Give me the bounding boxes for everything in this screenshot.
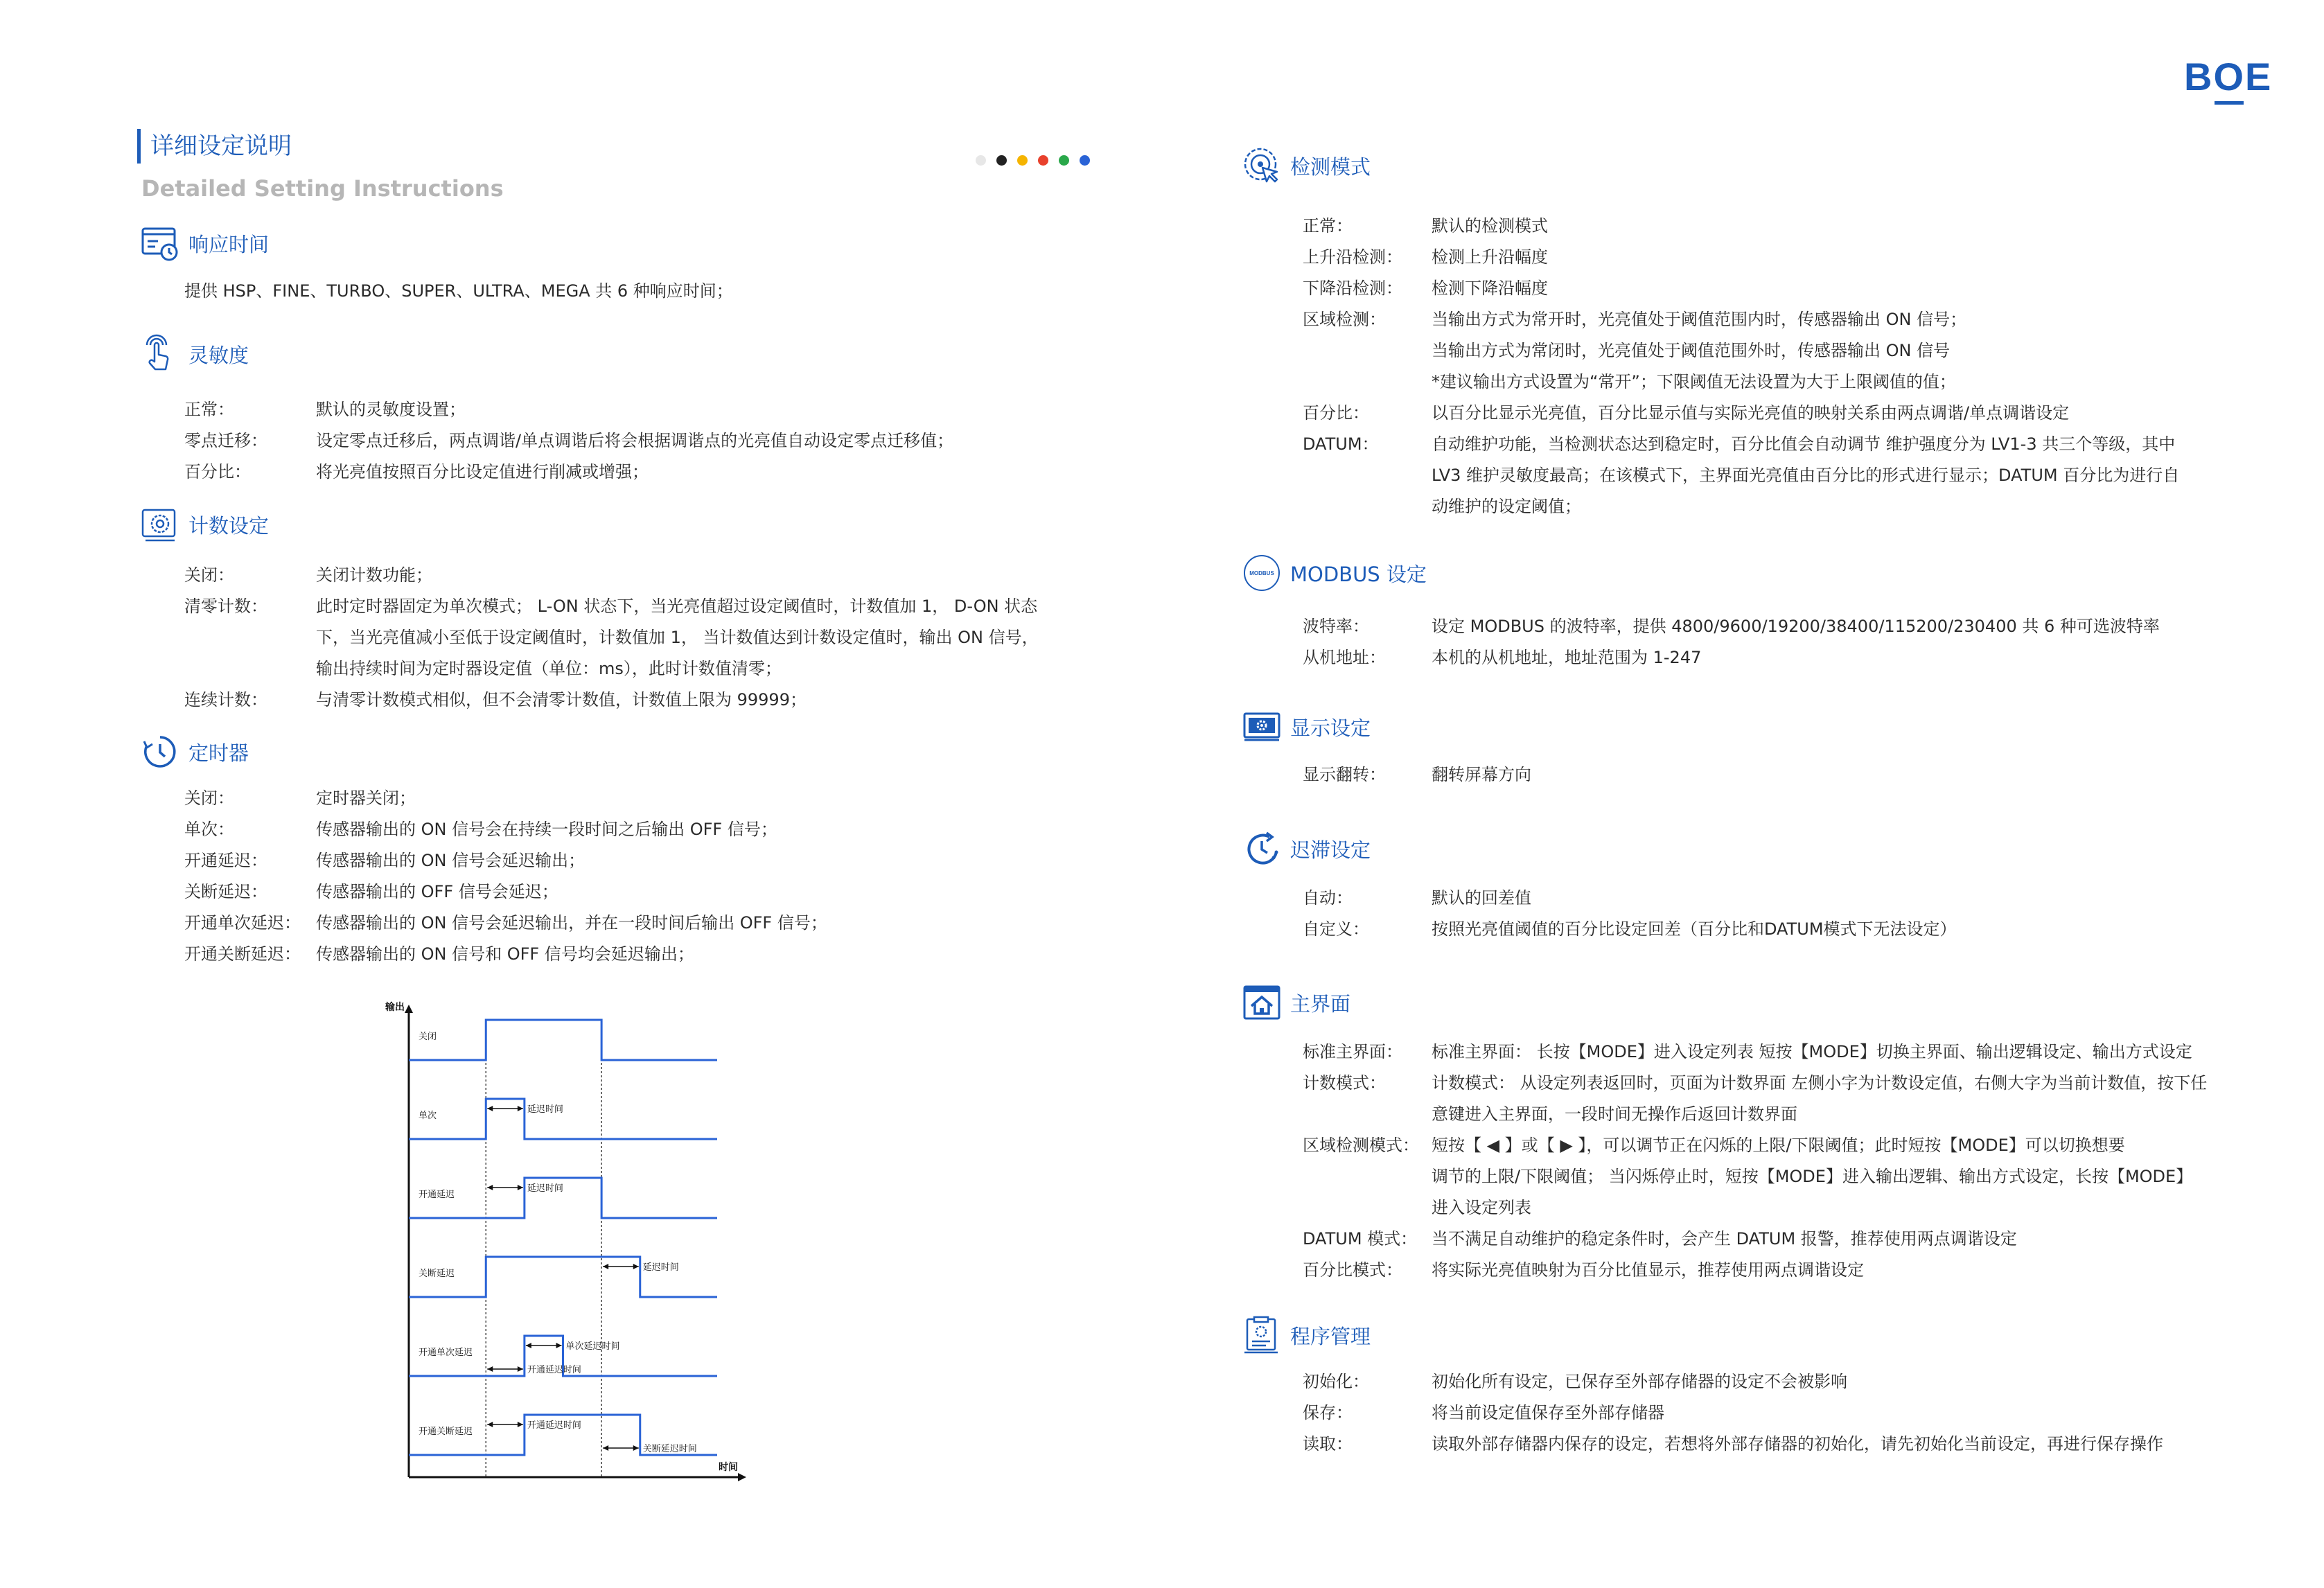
section-hysteresis-title: 迟滞设定 <box>1290 838 1371 862</box>
delay-clock-icon <box>1242 829 1282 869</box>
setting-row <box>184 685 1039 716</box>
description-line: 自动维护功能，当检测状态达到稳定时，百分比值会自动调节 维护强度分为 LV1-3 共三个等级，其中 <box>1432 434 2176 454</box>
setting-description <box>1432 1068 2207 1130</box>
setting-row <box>1303 211 2179 242</box>
timing-chart-svg <box>367 992 769 1491</box>
setting-description <box>1432 242 1548 273</box>
section-program-header <box>1242 1315 1371 1355</box>
signal-waveform <box>409 1020 717 1060</box>
logo-b: B <box>2184 55 2214 98</box>
setting-row <box>1303 914 1957 945</box>
monitor-gear-icon <box>1242 707 1282 747</box>
annotation-arrow <box>487 1422 493 1427</box>
description-line: 进入设定列表 <box>1432 1198 1531 1217</box>
setting-label: 百分比： <box>1303 403 1369 423</box>
description-line: 传感器输出的 ON 信号会延迟输出，并在一段时间后输出 OFF 信号； <box>316 913 827 933</box>
annotation-arrow <box>518 1366 523 1372</box>
section-display-header <box>1242 707 1371 747</box>
section-response-text: 提供 HSP、FINE、TURBO、SUPER、ULTRA、MEGA 共 6 种响应时间； <box>184 281 733 301</box>
setting-row <box>184 814 827 845</box>
section-response-title: 响应时间 <box>188 232 270 256</box>
annotation-arrow <box>487 1185 493 1190</box>
setting-description <box>1432 1397 1664 1429</box>
annotation-label: 延迟时间 <box>642 1262 679 1273</box>
section-timer-header <box>140 732 249 772</box>
x-axis-label: 时间 <box>719 1462 738 1473</box>
setting-label: 波特率： <box>1303 617 1369 636</box>
description-line: 计数模式： 从设定列表返回时，页面为计数界面 左侧小字为计数设定值，右侧大字为当前计数值，按下任 <box>1432 1073 2208 1093</box>
description-line: 以百分比显示光亮值，百分比显示值与实际光亮值的映射关系由两点调谐/单点调谐设定 <box>1432 403 2070 423</box>
description-line: 传感器输出的 OFF 信号会延迟； <box>316 882 558 901</box>
color-dots <box>976 155 1100 166</box>
description-line: 下，当光亮值减小至低于设定阈值时，计数值加 1， 当计数值达到计数设定值时，输出 ON 信号， <box>316 628 1039 647</box>
setting-row <box>1303 242 2179 273</box>
description-line: 设定 MODBUS 的波特率，提供 4800/9600/19200/38400/115200/230400 共 6 种可选波特率 <box>1432 617 2160 636</box>
setting-description <box>316 783 416 814</box>
program-doc-icon <box>1242 1315 1282 1355</box>
setting-description <box>1432 398 2069 429</box>
color-dot <box>1080 155 1090 166</box>
section-counter-header <box>140 504 269 545</box>
description-line: 动维护的设定阈值； <box>1432 497 1581 516</box>
section-modbus-title: MODBUS 设定 <box>1290 562 1427 586</box>
description-line: 将当前设定值保存至外部存储器 <box>1432 1403 1664 1422</box>
home-window-icon <box>1242 982 1282 1023</box>
annotation-arrow <box>603 1445 608 1451</box>
setting-label: 单次： <box>184 820 234 839</box>
description-line: 将光亮值按照百分比设定值进行削减或增强； <box>316 462 649 482</box>
setting-row <box>1303 642 2160 673</box>
page-title: 详细设定说明 <box>137 129 292 164</box>
setting-row <box>184 457 953 488</box>
section-timer-rows <box>184 783 827 970</box>
annotation-arrow <box>518 1106 523 1111</box>
setting-description <box>1432 429 2179 522</box>
setting-description <box>316 939 694 970</box>
setting-label: 自动： <box>1303 888 1353 908</box>
description-line: 默认的灵敏度设置； <box>316 400 466 419</box>
setting-row <box>184 560 1039 591</box>
section-detect-rows <box>1303 211 2179 522</box>
section-program-rows <box>1303 1366 2163 1460</box>
touch-hand-icon <box>140 334 180 374</box>
page-subtitle: Detailed Setting Instructions <box>141 175 504 202</box>
signal-label: 单次 <box>419 1111 437 1121</box>
logo-o: O <box>2213 55 2246 98</box>
setting-label: 百分比： <box>184 462 251 482</box>
setting-row <box>1303 1255 2207 1286</box>
setting-label: 连续计数： <box>184 690 267 709</box>
setting-label: 关闭： <box>184 788 234 808</box>
modbus-icon-text: MODBUS <box>1249 570 1274 576</box>
section-main-title: 主界面 <box>1290 991 1351 1016</box>
setting-label: 开通关断延迟： <box>184 944 301 964</box>
setting-label: 计数模式： <box>1303 1073 1386 1093</box>
description-line: 当不满足自动维护的稳定条件时，会产生 DATUM 报警，推荐使用两点调谐设定 <box>1432 1229 2017 1249</box>
setting-row <box>1303 273 2179 304</box>
setting-row <box>1303 304 2179 398</box>
setting-row <box>1303 429 2179 522</box>
description-line: 当输出方式为常闭时，光亮值处于阈值范围外时，传感器输出 ON 信号 <box>1432 341 1951 360</box>
annotation-arrow <box>633 1264 639 1269</box>
color-dot <box>1038 155 1048 166</box>
setting-description <box>316 560 432 591</box>
clock-window-icon <box>140 223 180 263</box>
setting-label: 从机地址： <box>1303 648 1386 667</box>
description-line: 短按【 ◀ 】或【 ▶ 】，可以调节正在闪烁的上限/下限阈值；此时短按【MODE】可以切换想要 <box>1432 1136 2125 1155</box>
setting-description <box>1432 1224 2017 1255</box>
setting-row <box>184 783 827 814</box>
setting-row <box>1303 611 2160 642</box>
section-detect-header <box>1242 145 1371 186</box>
setting-label: 正常： <box>1303 216 1353 236</box>
boe-logo <box>2184 54 2272 99</box>
section-display-rows <box>1303 759 1531 791</box>
setting-description <box>316 845 585 876</box>
annotation-arrow <box>518 1185 523 1190</box>
setting-row <box>1303 1036 2207 1068</box>
signal-label: 开通延迟 <box>419 1190 455 1200</box>
setting-description <box>1432 759 1531 791</box>
annotation-arrow <box>603 1264 608 1269</box>
setting-label: 区域检测： <box>1303 310 1386 329</box>
section-detect-title: 检测模式 <box>1290 155 1371 179</box>
modbus-icon <box>1242 553 1282 593</box>
annotation-label: 开通延迟时间 <box>527 1420 581 1431</box>
signal-label: 开通单次延迟 <box>419 1348 473 1358</box>
section-program-title: 程序管理 <box>1290 1324 1371 1348</box>
section-hysteresis-rows <box>1303 883 1957 945</box>
signal-label: 关闭 <box>419 1032 437 1042</box>
annotation-arrow <box>487 1106 493 1111</box>
setting-description <box>1432 642 1701 673</box>
setting-description <box>1432 914 1957 945</box>
setting-row <box>1303 1130 2207 1224</box>
section-sensitivity-rows <box>184 394 953 488</box>
section-timer-title: 定时器 <box>188 741 249 765</box>
setting-row <box>1303 759 1531 791</box>
description-line: 传感器输出的 ON 信号会延迟输出； <box>316 851 586 870</box>
target-scan-icon <box>1242 145 1282 186</box>
setting-description <box>1432 1036 2192 1068</box>
annotation-arrow <box>487 1366 493 1372</box>
section-modbus-header <box>1242 553 1427 593</box>
annotation-arrow <box>633 1445 639 1451</box>
setting-label: 零点迁移： <box>184 431 267 450</box>
setting-label: DATUM： <box>1303 434 1379 454</box>
description-line: 关闭计数功能； <box>316 565 432 585</box>
setting-description <box>1432 1366 1847 1397</box>
setting-label: DATUM 模式： <box>1303 1229 1418 1249</box>
annotation-arrow <box>526 1343 531 1348</box>
setting-row <box>1303 398 2179 429</box>
section-response-header <box>140 223 269 263</box>
setting-label: 关闭： <box>184 565 234 585</box>
annotation-arrow <box>518 1422 523 1427</box>
setting-description <box>1432 304 1966 398</box>
description-line: 与清零计数模式相似，但不会清零计数值，计数值上限为 99999； <box>316 690 807 709</box>
setting-label: 读取： <box>1303 1434 1353 1454</box>
section-main-header <box>1242 982 1350 1023</box>
setting-label: 标准主界面： <box>1303 1042 1402 1061</box>
counter-gear-icon <box>140 504 180 545</box>
description-line: 按照光亮值阈值的百分比设定回差（百分比和DATUM模式下无法设定） <box>1432 919 1957 939</box>
description-line: 标准主界面： 长按【MODE】进入设定列表 短按【MODE】切换主界面、输出逻辑设定、输出方式设定 <box>1432 1042 2192 1061</box>
setting-description <box>316 394 466 425</box>
setting-label: 正常： <box>184 400 234 419</box>
description-line: 传感器输出的 ON 信号会在持续一段时间之后输出 OFF 信号； <box>316 820 777 839</box>
setting-description <box>316 876 558 908</box>
annotation-label: 开通延迟时间 <box>527 1365 581 1375</box>
description-line: 默认的检测模式 <box>1432 216 1548 236</box>
setting-description <box>1432 611 2160 642</box>
description-line: 默认的回差值 <box>1432 888 1531 908</box>
setting-label: 保存： <box>1303 1403 1353 1422</box>
setting-description <box>1432 883 1531 914</box>
color-dot <box>1017 155 1028 166</box>
color-dot <box>996 155 1007 166</box>
description-line: 意键进入主界面，一段时间无操作后返回计数界面 <box>1432 1104 1797 1124</box>
setting-description <box>1432 211 1548 242</box>
section-counter-rows <box>184 560 1039 716</box>
signal-label: 关断延迟 <box>419 1269 455 1279</box>
setting-label: 上升沿检测： <box>1303 247 1402 267</box>
setting-label: 清零计数： <box>184 597 267 616</box>
setting-description <box>316 814 777 845</box>
y-axis-label: 输出 <box>385 1002 405 1013</box>
section-counter-title: 计数设定 <box>188 513 270 538</box>
annotation-label: 延迟时间 <box>527 1183 563 1194</box>
setting-row <box>184 845 827 876</box>
timer-icon <box>140 732 180 772</box>
logo-e: E <box>2245 55 2273 98</box>
description-line: 当输出方式为常开时，光亮值处于阈值范围内时，传感器输出 ON 信号； <box>1432 310 1967 329</box>
annotation-label: 单次延迟时间 <box>565 1341 620 1352</box>
description-line: 初始化所有设定，已保存至外部存储器的设定不会被影响 <box>1432 1372 1847 1391</box>
color-dot <box>1059 155 1069 166</box>
section-main-rows <box>1303 1036 2207 1286</box>
setting-label: 显示翻转： <box>1303 765 1386 784</box>
description-line: *建议输出方式设置为“常开”；下限阈值无法设置为大于上限阈值的值； <box>1432 372 1956 391</box>
setting-row <box>184 425 953 457</box>
setting-row <box>184 939 827 970</box>
description-line: 设定零点迁移后，两点调谐/单点调谐后将会根据调谐点的光亮值自动设定零点迁移值； <box>316 431 954 450</box>
setting-row <box>184 591 1039 685</box>
setting-label: 开通单次延迟： <box>184 913 301 933</box>
setting-description <box>316 425 953 457</box>
setting-row <box>184 908 827 939</box>
setting-label: 区域检测模式： <box>1303 1136 1419 1155</box>
color-dot <box>976 155 986 166</box>
description-line: 传感器输出的 ON 信号和 OFF 信号均会延迟输出； <box>316 944 694 964</box>
setting-label: 开通延迟： <box>184 851 267 870</box>
description-line: LV3 维护灵敏度最高；在该模式下，主界面光亮值由百分比的形式进行显示；DATUM 百分比为进行自 <box>1432 466 2180 485</box>
y-axis-arrow <box>405 1005 413 1013</box>
setting-row <box>1303 1429 2163 1460</box>
setting-description <box>316 908 827 939</box>
setting-label: 关断延迟： <box>184 882 267 901</box>
annotation-label: 延迟时间 <box>527 1104 563 1115</box>
setting-label: 百分比模式： <box>1303 1260 1402 1280</box>
signal-label: 开通关断延迟 <box>419 1427 473 1437</box>
setting-description <box>1432 1255 1864 1286</box>
section-hysteresis-header <box>1242 829 1371 869</box>
setting-row <box>1303 883 1957 914</box>
setting-row <box>1303 1068 2207 1130</box>
timing-chart <box>367 992 769 1491</box>
setting-description <box>316 591 1039 685</box>
section-display-title: 显示设定 <box>1290 716 1371 740</box>
setting-description <box>316 457 649 488</box>
setting-row <box>184 876 827 908</box>
setting-row <box>1303 1224 2207 1255</box>
description-line: 检测下降沿幅度 <box>1432 279 1548 298</box>
description-line: 调节的上限/下限阈值； 当闪烁停止时，短按【MODE】进入输出逻辑、输出方式设定，长按【MODE】 <box>1432 1167 2193 1186</box>
description-line: 将实际光亮值映射为百分比值显示，推荐使用两点调谐设定 <box>1432 1260 1864 1280</box>
setting-description <box>1432 273 1548 304</box>
setting-description <box>1432 1130 2192 1224</box>
description-line: 本机的从机地址，地址范围为 1-247 <box>1432 648 1702 667</box>
section-sensitivity-header <box>140 334 249 374</box>
description-line: 定时器关闭； <box>316 788 416 808</box>
setting-label: 下降沿检测： <box>1303 279 1402 298</box>
setting-description <box>316 685 807 716</box>
annotation-arrow <box>556 1343 562 1348</box>
description-line: 检测上升沿幅度 <box>1432 247 1548 267</box>
description-line: 读取外部存储器内保存的设定，若想将外部存储器的初始化，请先初始化当前设定，再进行保存操作 <box>1432 1434 2163 1454</box>
annotation-label: 关断延迟时间 <box>642 1444 697 1454</box>
setting-description <box>1432 1429 2163 1460</box>
setting-row <box>184 394 953 425</box>
setting-row <box>1303 1366 2163 1397</box>
description-line: 此时定时器固定为单次模式； L-ON 状态下，当光亮值超过设定阈值时，计数值加 1， D-ON 状态 <box>316 597 1038 616</box>
setting-row <box>1303 1397 2163 1429</box>
setting-label: 自定义： <box>1303 919 1369 939</box>
description-line: 翻转屏幕方向 <box>1432 765 1531 784</box>
section-modbus-rows <box>1303 611 2160 673</box>
section-sensitivity-title: 灵敏度 <box>188 343 249 367</box>
x-axis-arrow <box>738 1473 746 1481</box>
setting-label: 初始化： <box>1303 1372 1369 1391</box>
description-line: 输出持续时间为定时器设定值（单位：ms），此时计数值清零； <box>316 659 782 678</box>
